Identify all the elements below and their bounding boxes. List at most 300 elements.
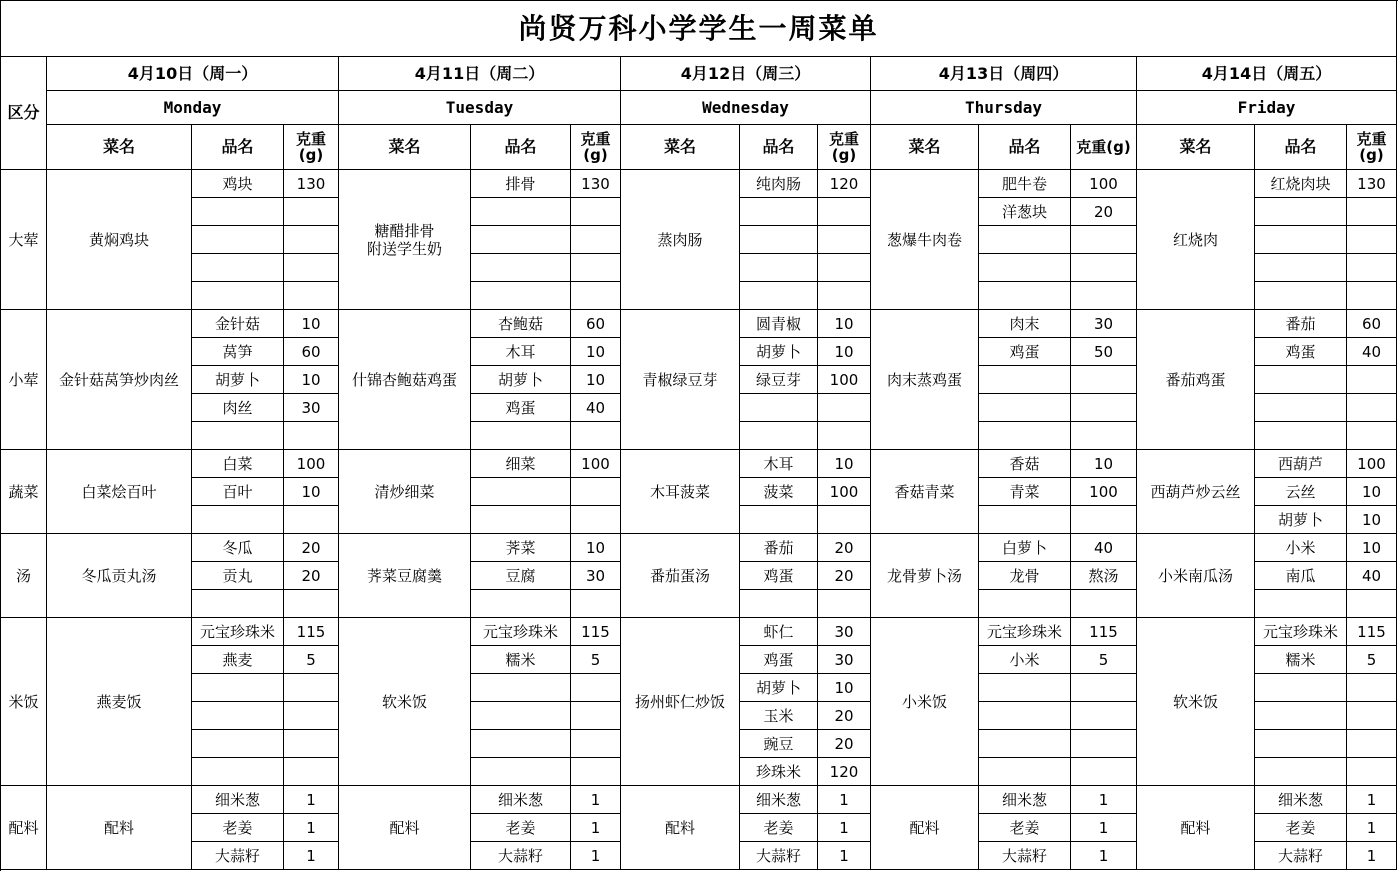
ingredient-weight: 熬汤 — [1071, 562, 1137, 590]
dish-name: 青椒绿豆芽 — [621, 310, 740, 450]
ingredient-weight: 115 — [1347, 618, 1397, 646]
dish-name: 葱爆牛肉卷 — [871, 170, 979, 310]
ingredient-weight — [1347, 366, 1397, 394]
ingredient-weight — [1347, 226, 1397, 254]
ingredient-name — [1255, 366, 1347, 394]
ingredient-weight: 60 — [284, 338, 339, 366]
ingredient-weight: 130 — [1347, 170, 1397, 198]
ingredient-name: 老姜 — [979, 814, 1071, 842]
dish-name: 木耳菠菜 — [621, 450, 740, 534]
ingredient-name — [1255, 674, 1347, 702]
ingredient-name: 大蒜籽 — [740, 842, 818, 870]
dish-column-header: 菜名 — [339, 125, 471, 170]
ingredient-name: 红烧肉块 — [1255, 170, 1347, 198]
ingredient-weight: 100 — [1071, 478, 1137, 506]
ingredient-weight: 50 — [1071, 338, 1137, 366]
ingredient-name: 木耳 — [740, 450, 818, 478]
ingredient-name: 鸡块 — [192, 170, 284, 198]
ingredient-column-header: 品名 — [192, 125, 284, 170]
ingredient-name: 细米葱 — [979, 786, 1071, 814]
ingredient-weight — [571, 702, 621, 730]
ingredient-name: 龙骨 — [979, 562, 1071, 590]
ingredient-weight — [1347, 254, 1397, 282]
ingredient-name: 纯肉肠 — [740, 170, 818, 198]
ingredient-weight: 20 — [284, 562, 339, 590]
ingredient-weight: 30 — [818, 646, 871, 674]
ingredient-weight: 10 — [818, 450, 871, 478]
ingredient-name: 小米 — [1255, 534, 1347, 562]
ingredient-weight — [818, 282, 871, 310]
ingredient-weight — [571, 758, 621, 786]
ingredient-name — [192, 702, 284, 730]
dish-name: 配料 — [871, 786, 979, 870]
ingredient-weight — [284, 254, 339, 282]
ingredient-name — [471, 758, 571, 786]
ingredient-weight: 10 — [571, 338, 621, 366]
ingredient-name — [471, 422, 571, 450]
ingredient-weight — [284, 730, 339, 758]
ingredient-weight: 100 — [1071, 170, 1137, 198]
ingredient-weight — [1071, 730, 1137, 758]
ingredient-name: 老姜 — [192, 814, 284, 842]
ingredient-weight — [1347, 758, 1397, 786]
ingredient-weight — [818, 198, 871, 226]
ingredient-weight: 1 — [284, 786, 339, 814]
ingredient-name — [471, 674, 571, 702]
ingredient-name: 胡萝卜 — [471, 366, 571, 394]
ingredient-weight — [284, 422, 339, 450]
ingredient-name: 大蒜籽 — [192, 842, 284, 870]
ingredient-weight: 1 — [571, 842, 621, 870]
ingredient-weight: 10 — [571, 534, 621, 562]
ingredient-name — [1255, 422, 1347, 450]
ingredient-name: 细菜 — [471, 450, 571, 478]
category-label: 汤 — [1, 534, 47, 618]
day-date-header: 4月11日（周二） — [339, 57, 621, 91]
ingredient-name: 木耳 — [471, 338, 571, 366]
ingredient-name — [471, 254, 571, 282]
dish-name: 白菜烩百叶 — [47, 450, 192, 534]
dish-name: 红烧肉 — [1137, 170, 1255, 310]
ingredient-weight: 120 — [818, 758, 871, 786]
ingredient-name: 珍珠米 — [740, 758, 818, 786]
ingredient-weight: 115 — [1071, 618, 1137, 646]
day-date-header: 4月10日（周一） — [47, 57, 339, 91]
ingredient-weight: 1 — [1347, 814, 1397, 842]
ingredient-name — [192, 590, 284, 618]
ingredient-weight: 10 — [818, 310, 871, 338]
ingredient-weight — [1347, 394, 1397, 422]
ingredient-weight — [284, 226, 339, 254]
ingredient-weight: 1 — [1071, 842, 1137, 870]
dish-name: 番茄蛋汤 — [621, 534, 740, 618]
ingredient-weight — [571, 226, 621, 254]
ingredient-weight: 1 — [571, 786, 621, 814]
ingredient-weight: 100 — [571, 450, 621, 478]
dish-name: 软米饭 — [339, 618, 471, 786]
day-date-header: 4月12日（周三） — [621, 57, 871, 91]
ingredient-weight — [284, 758, 339, 786]
ingredient-column-header: 品名 — [1255, 125, 1347, 170]
ingredient-weight — [284, 506, 339, 534]
dish-name: 清炒细菜 — [339, 450, 471, 534]
ingredient-name: 胡萝卜 — [192, 366, 284, 394]
ingredient-weight — [1071, 226, 1137, 254]
ingredient-weight: 40 — [1071, 534, 1137, 562]
ingredient-name: 老姜 — [1255, 814, 1347, 842]
ingredient-weight: 30 — [284, 394, 339, 422]
ingredient-name: 玉米 — [740, 702, 818, 730]
ingredient-weight — [1071, 758, 1137, 786]
ingredient-name: 青菜 — [979, 478, 1071, 506]
ingredient-weight: 1 — [1347, 842, 1397, 870]
ingredient-weight: 10 — [284, 310, 339, 338]
ingredient-weight: 10 — [571, 366, 621, 394]
ingredient-weight: 115 — [571, 618, 621, 646]
ingredient-name — [1255, 226, 1347, 254]
day-date-header: 4月14日（周五） — [1137, 57, 1397, 91]
dish-name: 西葫芦炒云丝 — [1137, 450, 1255, 534]
ingredient-name: 南瓜 — [1255, 562, 1347, 590]
ingredient-name — [740, 422, 818, 450]
ingredient-weight — [571, 198, 621, 226]
ingredient-name — [471, 198, 571, 226]
dish-column-header: 菜名 — [871, 125, 979, 170]
ingredient-weight: 100 — [284, 450, 339, 478]
ingredient-weight: 100 — [818, 366, 871, 394]
ingredient-weight: 1 — [1347, 786, 1397, 814]
dish-name: 小米南瓜汤 — [1137, 534, 1255, 618]
ingredient-name: 燕麦 — [192, 646, 284, 674]
ingredient-name: 肉末 — [979, 310, 1071, 338]
ingredient-column-header: 品名 — [740, 125, 818, 170]
ingredient-weight — [818, 254, 871, 282]
ingredient-weight — [571, 254, 621, 282]
ingredient-weight: 30 — [818, 618, 871, 646]
ingredient-name — [740, 590, 818, 618]
category-label: 小荤 — [1, 310, 47, 450]
ingredient-name: 菠菜 — [740, 478, 818, 506]
ingredient-weight — [818, 506, 871, 534]
ingredient-name — [192, 226, 284, 254]
dish-name: 配料 — [339, 786, 471, 870]
ingredient-weight — [1071, 590, 1137, 618]
ingredient-weight: 10 — [284, 366, 339, 394]
ingredient-weight — [571, 674, 621, 702]
ingredient-name: 白萝卜 — [979, 534, 1071, 562]
category-label: 米饭 — [1, 618, 47, 786]
dish-name: 什锦杏鲍菇鸡蛋 — [339, 310, 471, 450]
ingredient-name — [192, 758, 284, 786]
ingredient-weight — [818, 226, 871, 254]
dish-name: 黄焖鸡块 — [47, 170, 192, 310]
ingredient-column-header: 品名 — [471, 125, 571, 170]
ingredient-weight — [1071, 282, 1137, 310]
ingredient-name: 大蒜籽 — [471, 842, 571, 870]
ingredient-name — [979, 506, 1071, 534]
dish-column-header: 菜名 — [1137, 125, 1255, 170]
ingredient-name: 元宝珍珠米 — [979, 618, 1071, 646]
ingredient-column-header: 品名 — [979, 125, 1071, 170]
ingredient-weight: 120 — [818, 170, 871, 198]
ingredient-weight — [1347, 674, 1397, 702]
ingredient-weight: 130 — [571, 170, 621, 198]
ingredient-name: 贡丸 — [192, 562, 284, 590]
dish-name: 冬瓜贡丸汤 — [47, 534, 192, 618]
ingredient-weight: 10 — [1071, 450, 1137, 478]
day-weekday-header: Friday — [1137, 91, 1397, 125]
ingredient-name: 细米葱 — [1255, 786, 1347, 814]
ingredient-weight — [1071, 674, 1137, 702]
ingredient-weight: 1 — [818, 786, 871, 814]
dish-name: 小米饭 — [871, 618, 979, 786]
ingredient-name — [1255, 590, 1347, 618]
dish-name: 肉末蒸鸡蛋 — [871, 310, 979, 450]
ingredient-name — [471, 590, 571, 618]
ingredient-weight: 10 — [284, 478, 339, 506]
ingredient-weight: 1 — [284, 814, 339, 842]
ingredient-name — [740, 282, 818, 310]
ingredient-weight: 20 — [818, 534, 871, 562]
ingredient-weight — [571, 478, 621, 506]
dish-column-header: 菜名 — [621, 125, 740, 170]
weight-column-header: 克重(g) — [1071, 125, 1137, 170]
ingredient-weight — [1347, 702, 1397, 730]
ingredient-name: 百叶 — [192, 478, 284, 506]
ingredient-weight — [571, 422, 621, 450]
ingredient-name: 细米葱 — [192, 786, 284, 814]
ingredient-name: 冬瓜 — [192, 534, 284, 562]
ingredient-weight — [571, 590, 621, 618]
ingredient-name — [979, 758, 1071, 786]
dish-name: 配料 — [1137, 786, 1255, 870]
ingredient-weight — [571, 506, 621, 534]
ingredient-name: 鸡蛋 — [979, 338, 1071, 366]
ingredient-name: 元宝珍珠米 — [471, 618, 571, 646]
ingredient-weight: 5 — [1347, 646, 1397, 674]
ingredient-name: 洋葱块 — [979, 198, 1071, 226]
ingredient-name — [979, 674, 1071, 702]
category-label: 配料 — [1, 786, 47, 870]
ingredient-weight — [1071, 702, 1137, 730]
ingredient-weight: 10 — [818, 338, 871, 366]
ingredient-name — [979, 730, 1071, 758]
ingredient-name: 细米葱 — [740, 786, 818, 814]
ingredient-weight: 30 — [571, 562, 621, 590]
ingredient-name — [979, 366, 1071, 394]
ingredient-name: 金针菇 — [192, 310, 284, 338]
ingredient-name — [1255, 282, 1347, 310]
ingredient-weight: 1 — [818, 814, 871, 842]
dish-name: 扬州虾仁炒饭 — [621, 618, 740, 786]
ingredient-weight — [1071, 254, 1137, 282]
dish-name: 糖醋排骨 附送学生奶 — [339, 170, 471, 310]
day-weekday-header: Thursday — [871, 91, 1137, 125]
weight-column-header: 克重 (g) — [1347, 125, 1397, 170]
ingredient-name: 元宝珍珠米 — [1255, 618, 1347, 646]
ingredient-name — [471, 478, 571, 506]
ingredient-name — [979, 226, 1071, 254]
ingredient-name — [192, 282, 284, 310]
ingredient-name: 番茄 — [1255, 310, 1347, 338]
ingredient-name: 肥牛卷 — [979, 170, 1071, 198]
ingredient-name — [192, 422, 284, 450]
ingredient-name — [979, 254, 1071, 282]
ingredient-name: 荠菜 — [471, 534, 571, 562]
dish-name: 配料 — [47, 786, 192, 870]
ingredient-name — [471, 282, 571, 310]
dish-name: 金针菇莴笋炒肉丝 — [47, 310, 192, 450]
ingredient-weight: 100 — [1347, 450, 1397, 478]
ingredient-name — [1255, 394, 1347, 422]
ingredient-weight: 40 — [571, 394, 621, 422]
corner-label: 区分 — [1, 57, 47, 170]
ingredient-name: 胡萝卜 — [740, 338, 818, 366]
ingredient-weight — [284, 674, 339, 702]
ingredient-name — [1255, 730, 1347, 758]
dish-name: 软米饭 — [1137, 618, 1255, 786]
ingredient-name — [192, 674, 284, 702]
ingredient-name — [471, 226, 571, 254]
ingredient-weight: 20 — [818, 730, 871, 758]
ingredient-weight: 20 — [1071, 198, 1137, 226]
ingredient-weight — [1071, 366, 1137, 394]
ingredient-weight: 1 — [1071, 786, 1137, 814]
ingredient-name: 胡萝卜 — [740, 674, 818, 702]
dish-name: 蒸肉肠 — [621, 170, 740, 310]
ingredient-name: 大蒜籽 — [979, 842, 1071, 870]
dish-name: 燕麦饭 — [47, 618, 192, 786]
ingredient-weight — [1071, 394, 1137, 422]
ingredient-weight: 60 — [1347, 310, 1397, 338]
ingredient-name — [471, 506, 571, 534]
ingredient-weight: 115 — [284, 618, 339, 646]
ingredient-name: 元宝珍珠米 — [192, 618, 284, 646]
ingredient-weight — [818, 422, 871, 450]
ingredient-name: 豌豆 — [740, 730, 818, 758]
ingredient-name: 圆青椒 — [740, 310, 818, 338]
ingredient-weight — [1347, 282, 1397, 310]
dish-name: 香菇青菜 — [871, 450, 979, 534]
ingredient-name: 香菇 — [979, 450, 1071, 478]
ingredient-name — [1255, 758, 1347, 786]
ingredient-name — [1255, 254, 1347, 282]
ingredient-weight: 5 — [284, 646, 339, 674]
day-weekday-header: Tuesday — [339, 91, 621, 125]
ingredient-weight: 1 — [284, 842, 339, 870]
ingredient-name — [471, 702, 571, 730]
ingredient-weight — [284, 590, 339, 618]
ingredient-name: 糯米 — [471, 646, 571, 674]
ingredient-weight — [1347, 590, 1397, 618]
ingredient-name: 番茄 — [740, 534, 818, 562]
dish-name: 龙骨萝卜汤 — [871, 534, 979, 618]
ingredient-weight — [1071, 422, 1137, 450]
ingredient-weight — [571, 730, 621, 758]
ingredient-name: 莴笋 — [192, 338, 284, 366]
ingredient-weight — [1347, 198, 1397, 226]
ingredient-weight: 130 — [284, 170, 339, 198]
ingredient-weight: 60 — [571, 310, 621, 338]
ingredient-weight — [1347, 422, 1397, 450]
ingredient-weight: 5 — [1071, 646, 1137, 674]
dish-name: 荠菜豆腐羹 — [339, 534, 471, 618]
ingredient-name — [740, 506, 818, 534]
ingredient-name: 糯米 — [1255, 646, 1347, 674]
ingredient-name — [979, 282, 1071, 310]
ingredient-name: 杏鲍菇 — [471, 310, 571, 338]
ingredient-name: 鸡蛋 — [740, 562, 818, 590]
weight-column-header: 克重 (g) — [284, 125, 339, 170]
ingredient-weight: 30 — [1071, 310, 1137, 338]
ingredient-weight: 40 — [1347, 562, 1397, 590]
ingredient-name: 排骨 — [471, 170, 571, 198]
ingredient-weight: 10 — [1347, 478, 1397, 506]
ingredient-weight — [284, 702, 339, 730]
ingredient-name: 胡萝卜 — [1255, 506, 1347, 534]
ingredient-weight: 1 — [571, 814, 621, 842]
ingredient-name — [192, 506, 284, 534]
ingredient-weight — [818, 394, 871, 422]
ingredient-weight: 100 — [818, 478, 871, 506]
ingredient-name — [979, 702, 1071, 730]
ingredient-name — [740, 198, 818, 226]
ingredient-name: 细米葱 — [471, 786, 571, 814]
ingredient-name — [1255, 702, 1347, 730]
ingredient-name — [192, 254, 284, 282]
ingredient-name — [979, 394, 1071, 422]
ingredient-weight: 1 — [818, 842, 871, 870]
ingredient-name: 虾仁 — [740, 618, 818, 646]
ingredient-name — [979, 590, 1071, 618]
ingredient-weight: 10 — [1347, 506, 1397, 534]
ingredient-weight: 20 — [818, 702, 871, 730]
dish-name: 番茄鸡蛋 — [1137, 310, 1255, 450]
ingredient-weight: 5 — [571, 646, 621, 674]
ingredient-weight — [818, 590, 871, 618]
ingredient-name — [740, 226, 818, 254]
ingredient-name: 西葫芦 — [1255, 450, 1347, 478]
ingredient-weight: 20 — [818, 562, 871, 590]
ingredient-name: 鸡蛋 — [740, 646, 818, 674]
ingredient-weight: 40 — [1347, 338, 1397, 366]
ingredient-name — [192, 730, 284, 758]
day-weekday-header: Wednesday — [621, 91, 871, 125]
ingredient-weight — [284, 282, 339, 310]
ingredient-weight — [1071, 506, 1137, 534]
category-label: 蔬菜 — [1, 450, 47, 534]
ingredient-weight: 20 — [284, 534, 339, 562]
weight-column-header: 克重 (g) — [571, 125, 621, 170]
ingredient-name — [740, 394, 818, 422]
ingredient-name — [979, 422, 1071, 450]
ingredient-name: 老姜 — [471, 814, 571, 842]
ingredient-name: 白菜 — [192, 450, 284, 478]
ingredient-name: 大蒜籽 — [1255, 842, 1347, 870]
ingredient-name: 鸡蛋 — [471, 394, 571, 422]
ingredient-weight — [284, 198, 339, 226]
ingredient-name — [471, 730, 571, 758]
dish-column-header: 菜名 — [47, 125, 192, 170]
weight-column-header: 克重 (g) — [818, 125, 871, 170]
ingredient-weight — [1347, 730, 1397, 758]
ingredient-name — [740, 254, 818, 282]
ingredient-name — [1255, 198, 1347, 226]
ingredient-name: 豆腐 — [471, 562, 571, 590]
ingredient-name: 鸡蛋 — [1255, 338, 1347, 366]
ingredient-name: 老姜 — [740, 814, 818, 842]
dish-name: 配料 — [621, 786, 740, 870]
